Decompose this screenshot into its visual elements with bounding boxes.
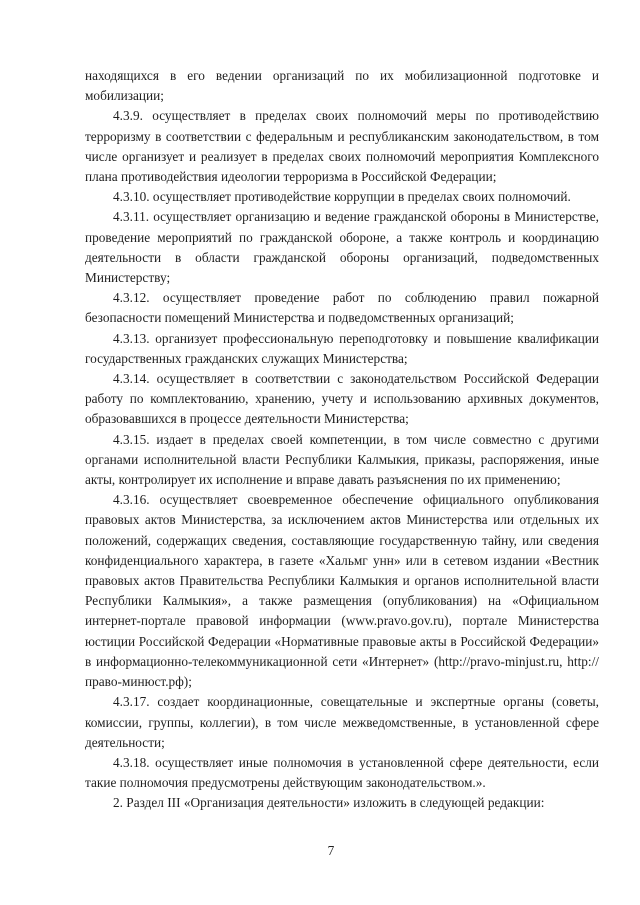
paragraph-4-3-15: 4.3.15. издает в пределах своей компетенции, в том числе совместно с другими органами исполнительной власти Республики Калмыкия, приказы, распоряжения, иные акты, контролирует их исполнение и вправе давать разъяснения по их применению; xyxy=(85,431,599,488)
document-body xyxy=(85,66,599,814)
paragraph-continuation: находящихся в его ведении организаций по их мобилизационной подготовке и мобилизации; xyxy=(85,68,599,104)
paragraph-item-2: 2. Раздел III «Организация деятельности» изложить в следующей редакции: xyxy=(113,795,545,811)
paragraph-4-3-13: 4.3.13. организует профессиональную переподготовку и повышение квалификации государственных гражданских служащих Министерства; xyxy=(85,330,599,366)
paragraph-4-3-10: 4.3.10. осуществляет противодействие коррупции в пределах своих полномочий. xyxy=(113,189,571,205)
paragraph-4-3-14: 4.3.14. осуществляет в соответствии с законодательством Российской Федерации работу по комплектованию, хранению, учету и использованию архивных документов, образовавшихся в процессе деятельности Министерства; xyxy=(85,371,599,427)
page-number: 7 xyxy=(327,843,335,858)
paragraph-4-3-16: 4.3.16. осуществляет своевременное обеспечение официального опубликования правовых актов Министерства, за исключением актов Министерства или отдельных их положений, содержащих сведения, составляющие государственную тайну, или сведения конфиденциального характера, в газете «Хальмг унн» или в сетевом издании «Вестник правовых актов Правительства Республики Калмыкия и органов исполнительной власти Республики Калмыкия», а также размещения (опубликования) на «Официальном интернет-портале правовой информации (www.pravo.gov.ru), портале Министерства юстиции Российской Федерации «Нормативные правовые акты в Российской Федерации» в информационно-телекоммуникационной сети «Интернет» (http://pravo-minjust.ru, http://право-минюст.рф); xyxy=(85,492,599,690)
paragraph-4-3-9: 4.3.9. осуществляет в пределах своих полномочий меры по противодействию терроризму в соответствии с федеральным и республиканским законодательством, в том числе организует и реализует в пределах своих полномочий мероприятия Комплексного плана противодействия идеологии терроризма в Российской Федерации; xyxy=(85,108,599,185)
paragraph-4-3-11: 4.3.11. осуществляет организацию и ведение гражданской обороны в Министерстве, проведение мероприятий по гражданской обороне, а также контроль и координацию деятельности в области гражданской обороны организаций, подведомственных Министерству; xyxy=(85,209,599,286)
paragraph-4-3-18: 4.3.18. осуществляет иные полномочия в установленной сфере деятельности, если такие полномочия предусмотрены действующим законодательством.». xyxy=(85,754,599,791)
paragraph-4-3-12: 4.3.12. осуществляет проведение работ по соблюдению правил пожарной безопасности помещений Министерства и подведомственных организаций; xyxy=(85,290,599,326)
paragraph-4-3-17: 4.3.17. создает координационные, совещательные и экспертные органы (советы, комиссии, группы, коллегии), в том числе межведомственные, в установленной сфере деятельности; xyxy=(85,694,599,750)
